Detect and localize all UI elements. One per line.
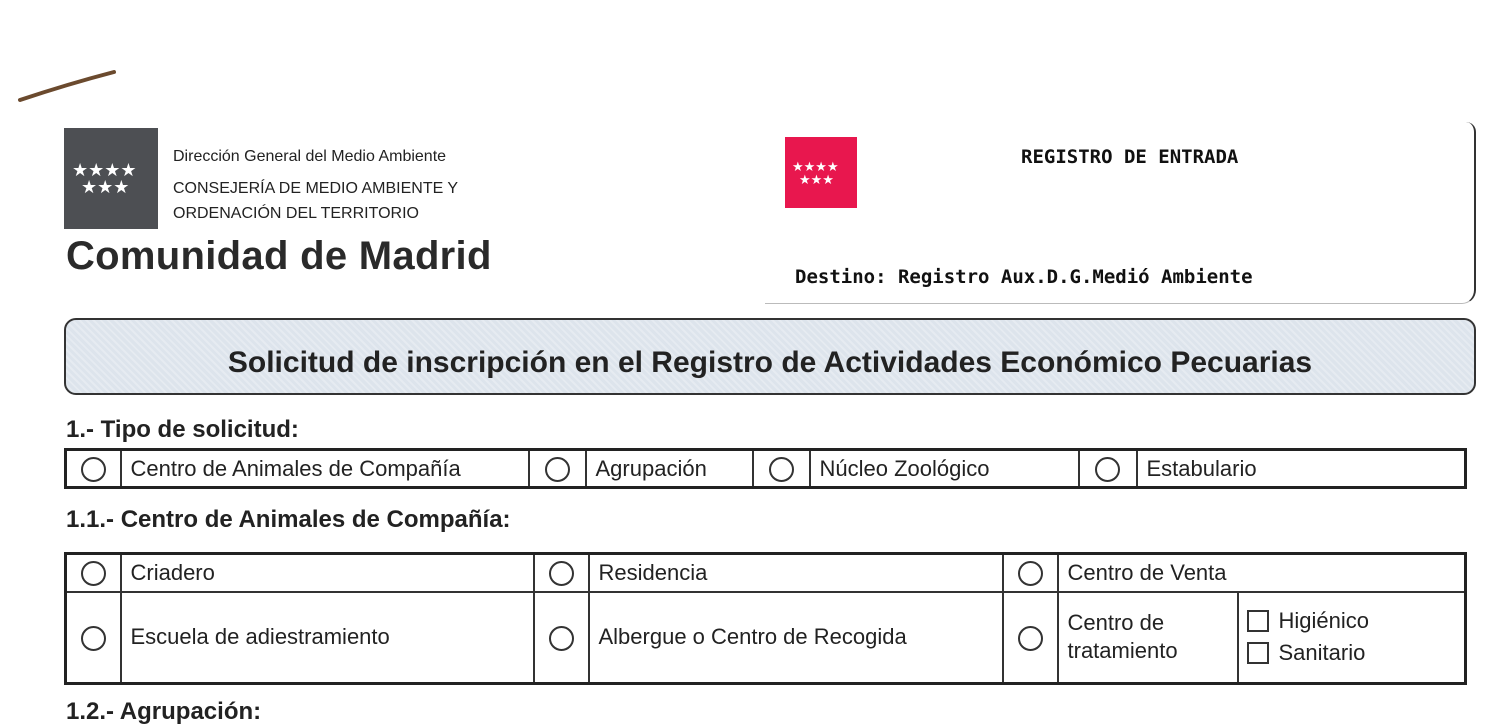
ministry-name-line2: ORDENACIÓN DEL TERRITORIO bbox=[173, 205, 419, 222]
form-title: Solicitud de inscripción en el Registro de Actividades Económico Pecuarias bbox=[227, 346, 1313, 379]
radio-centro-animales[interactable] bbox=[66, 450, 121, 488]
option-label: Residencia bbox=[589, 554, 1003, 592]
radio-circle-icon bbox=[81, 457, 106, 482]
option-label-centro-tratamiento bbox=[1058, 592, 1238, 684]
radio-circle-icon bbox=[769, 457, 794, 482]
option-label: Albergue o Centro de Recogida bbox=[589, 592, 1003, 684]
option-label: Núcleo Zoológico bbox=[810, 450, 1079, 488]
radio-circle-icon bbox=[81, 626, 106, 651]
svg-text:★★★★: ★★★★ bbox=[792, 160, 839, 175]
svg-text:★★★★: ★★★★ bbox=[72, 160, 137, 181]
section-heading-tipo-solicitud: 1.- Tipo de solicitud: bbox=[66, 416, 299, 443]
option-label: Agrupación bbox=[586, 450, 753, 488]
checkbox-higienico[interactable] bbox=[1247, 605, 1465, 637]
radio-circle-icon bbox=[1018, 561, 1043, 586]
stars-icon bbox=[70, 160, 152, 196]
stamp-title: REGISTRO DE ENTRADA bbox=[1021, 146, 1239, 168]
svg-text:★★★: ★★★ bbox=[799, 173, 834, 188]
section-heading-agrupacion: 1.2.- Agrupación: bbox=[66, 698, 262, 725]
option-label: Centro de Animales de Compañía bbox=[121, 450, 529, 488]
tipo-solicitud-options bbox=[64, 448, 1467, 489]
radio-residencia[interactable] bbox=[534, 554, 589, 592]
radio-albergue[interactable] bbox=[534, 592, 589, 684]
radio-centro-tratamiento[interactable] bbox=[1003, 592, 1058, 684]
radio-circle-icon bbox=[545, 457, 570, 482]
option-label: Estabulario bbox=[1137, 450, 1466, 488]
checkbox-sanitario[interactable] bbox=[1247, 637, 1465, 669]
radio-estabulario[interactable] bbox=[1079, 450, 1137, 488]
comunidad-madrid-logo bbox=[64, 128, 158, 229]
svg-text:★★★: ★★★ bbox=[81, 177, 130, 198]
brand-title: Comunidad de Madrid bbox=[66, 234, 492, 278]
radio-nucleo-zoologico[interactable] bbox=[753, 450, 810, 488]
radio-circle-icon bbox=[549, 561, 574, 586]
checkbox-label: Sanitario bbox=[1278, 640, 1366, 666]
stars-icon bbox=[791, 159, 853, 189]
option-label-line: Centro de bbox=[1067, 610, 1165, 636]
stamp-logo bbox=[785, 137, 857, 208]
pen-stroke-mark bbox=[18, 70, 118, 104]
department-name: Dirección General del Medio Ambiente bbox=[173, 148, 447, 165]
radio-circle-icon bbox=[1018, 626, 1043, 651]
option-label: Centro de Venta bbox=[1058, 554, 1466, 592]
centro-animales-options bbox=[64, 552, 1467, 685]
radio-criadero[interactable] bbox=[66, 554, 121, 592]
checkbox-square-icon bbox=[1247, 610, 1269, 632]
section-heading-centro-animales: 1.1.- Centro de Animales de Compañía: bbox=[66, 506, 511, 533]
radio-circle-icon bbox=[549, 626, 574, 651]
option-label: Escuela de adiestramiento bbox=[121, 592, 534, 684]
radio-centro-venta[interactable] bbox=[1003, 554, 1058, 592]
option-label-line: tratamiento bbox=[1067, 638, 1178, 664]
ministry-name-line1: CONSEJERÍA DE MEDIO AMBIENTE Y bbox=[173, 180, 459, 197]
radio-escuela[interactable] bbox=[66, 592, 121, 684]
stamp-destination: Destino: Registro Aux.D.G.Medió Ambiente bbox=[795, 266, 1253, 288]
radio-circle-icon bbox=[81, 561, 106, 586]
checkbox-square-icon bbox=[1247, 642, 1269, 664]
radio-agrupacion[interactable] bbox=[529, 450, 586, 488]
option-label: Criadero bbox=[121, 554, 534, 592]
radio-circle-icon bbox=[1095, 457, 1120, 482]
checkbox-label: Higiénico bbox=[1278, 608, 1369, 634]
tratamiento-subtypes bbox=[1238, 592, 1466, 684]
form-title-banner bbox=[64, 318, 1476, 395]
